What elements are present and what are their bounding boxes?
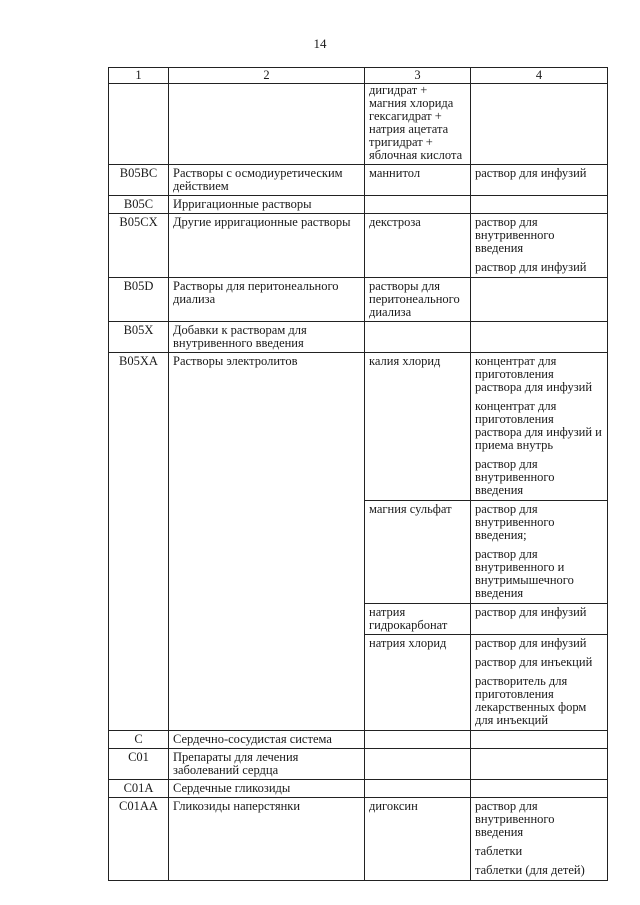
atc-code: B05BC	[109, 165, 169, 196]
dosage-forms	[471, 798, 608, 881]
dosage-form: растворитель для приготовления лекарственных форм для инъекций	[475, 674, 587, 727]
dosage-forms	[471, 165, 608, 196]
active-substance: декстроза	[365, 214, 471, 278]
anatomical-group: Сердечные гликозиды	[169, 780, 365, 798]
dosage-form: концентрат для приготовления раствора для инфузий	[475, 354, 593, 394]
active-substance: дигоксин	[365, 798, 471, 881]
active-substance	[365, 731, 471, 749]
anatomical-group: Ирригационные растворы	[169, 196, 365, 214]
table-header-row	[109, 68, 608, 84]
atc-code: C01A	[109, 780, 169, 798]
anatomical-group: Гликозиды наперстянки	[169, 798, 365, 881]
table-row	[109, 278, 608, 322]
dosage-forms	[471, 749, 608, 780]
active-substance	[365, 749, 471, 780]
atc-code: C	[109, 731, 169, 749]
column-header: 2	[169, 68, 365, 84]
anatomical-group: Растворы для перитонеального диализа	[169, 278, 365, 322]
dosage-form: раствор для внутривенного введения	[475, 457, 555, 497]
anatomical-group: Сердечно-сосудистая система	[169, 731, 365, 749]
active-substance: натрия гидрокарбонат	[365, 604, 471, 635]
atc-code: B05D	[109, 278, 169, 322]
active-substance: натрия хлорид	[365, 635, 471, 731]
dosage-forms	[471, 501, 608, 604]
table-row	[109, 798, 608, 881]
dosage-forms	[471, 780, 608, 798]
table-row	[109, 749, 608, 780]
atc-code: B05XA	[109, 353, 169, 731]
active-substance: маннитол	[365, 165, 471, 196]
atc-code: B05CX	[109, 214, 169, 278]
dosage-form: раствор для инфузий	[475, 166, 587, 180]
column-header: 4	[471, 68, 608, 84]
active-substance: растворы для перитонеального диализа	[365, 278, 471, 322]
active-substance: дигидрат + магния хлорида гексагидрат + натрия ацетата тригидрат + яблочная кислота	[365, 84, 471, 165]
dosage-forms	[471, 214, 608, 278]
active-substance	[365, 322, 471, 353]
dosage-form: раствор для внутривенного и внутримышечного введения	[475, 547, 574, 600]
active-substance	[365, 780, 471, 798]
dosage-form: раствор для инъекций	[475, 655, 593, 669]
dosage-forms	[471, 635, 608, 731]
table-row	[109, 165, 608, 196]
active-substance: магния сульфат	[365, 501, 471, 604]
dosage-form: таблетки	[475, 844, 523, 858]
dosage-forms	[471, 353, 608, 501]
atc-code	[109, 84, 169, 165]
atc-code: C01	[109, 749, 169, 780]
dosage-form: раствор для внутривенного введения	[475, 215, 555, 255]
dosage-form: раствор для инфузий	[475, 636, 587, 650]
dosage-form: раствор для инфузий	[475, 260, 587, 274]
table-row	[109, 214, 608, 278]
anatomical-group: Растворы с осмодиуретическим действием	[169, 165, 365, 196]
dosage-form: раствор для внутривенного введения	[475, 799, 555, 839]
dosage-form: таблетки (для детей)	[475, 863, 585, 877]
atc-code: B05X	[109, 322, 169, 353]
anatomical-group: Растворы электролитов	[169, 353, 365, 731]
table-row	[109, 780, 608, 798]
medication-table	[108, 67, 608, 881]
atc-code: C01AA	[109, 798, 169, 881]
dosage-form: концентрат для приготовления раствора для инфузий и приема внутрь	[475, 399, 602, 452]
dosage-forms	[471, 731, 608, 749]
dosage-forms	[471, 604, 608, 635]
anatomical-group	[169, 84, 365, 165]
anatomical-group: Другие ирригационные растворы	[169, 214, 365, 278]
active-substance: калия хлорид	[365, 353, 471, 501]
dosage-forms	[471, 278, 608, 322]
dosage-forms	[471, 322, 608, 353]
table-row	[109, 196, 608, 214]
page-number: 14	[313, 36, 327, 51]
column-header: 1	[109, 68, 169, 84]
table-row	[109, 731, 608, 749]
table-row	[109, 353, 608, 501]
atc-code: B05C	[109, 196, 169, 214]
column-header: 3	[365, 68, 471, 84]
active-substance	[365, 196, 471, 214]
dosage-forms	[471, 196, 608, 214]
dosage-form: раствор для внутривенного введения;	[475, 502, 555, 542]
table-row	[109, 84, 608, 165]
anatomical-group: Добавки к растворам для внутривенного введения	[169, 322, 365, 353]
dosage-form: раствор для инфузий	[475, 605, 587, 619]
table-row	[109, 322, 608, 353]
anatomical-group: Препараты для лечения заболеваний сердца	[169, 749, 365, 780]
dosage-forms	[471, 84, 608, 165]
